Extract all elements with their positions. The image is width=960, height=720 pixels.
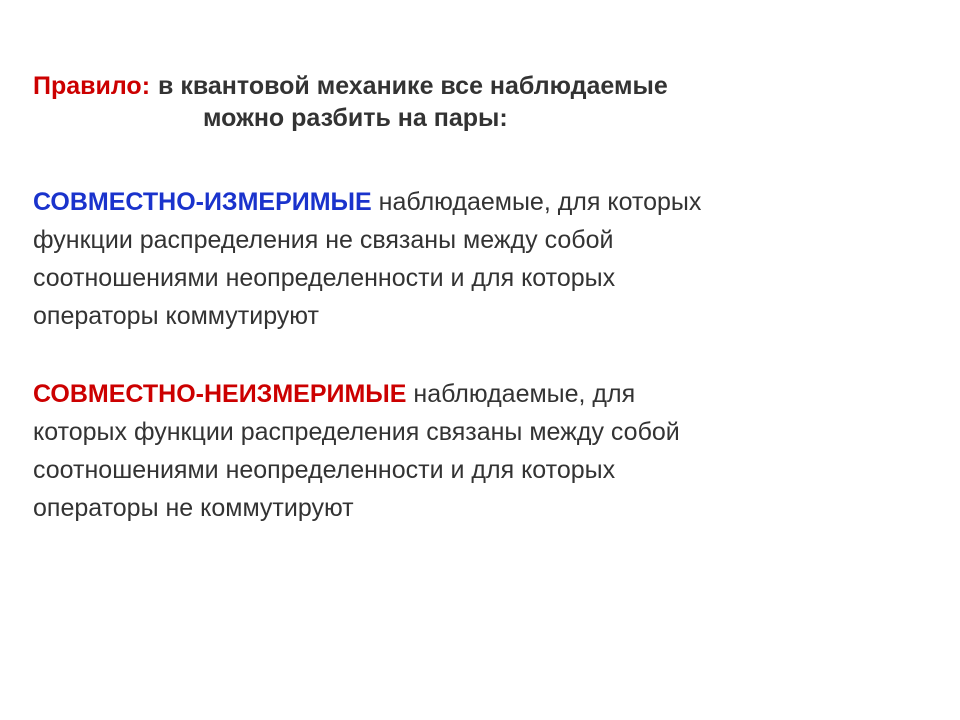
rule-statement <box>33 70 913 134</box>
rule-label: Правило: <box>33 72 151 100</box>
compatible-line-1-rest: наблюдаемые, для которых <box>371 188 702 216</box>
compatible-line-2: функции распределения не связаны между собой <box>33 226 614 254</box>
incompatible-line-1 <box>33 375 913 413</box>
incompatible-line-1-rest: наблюдаемые, для <box>406 380 636 408</box>
rule-text-line-2: можно разбить на пары: <box>203 104 508 132</box>
compatible-line-3: соотношениями неопределенности и для которых <box>33 264 616 292</box>
compatible-line-4: операторы коммутируют <box>33 302 319 330</box>
rule-text-line-1: в квантовой механике все наблюдаемые <box>158 72 668 100</box>
incompatible-line-3: соотношениями неопределенности и для которых <box>33 456 616 484</box>
compatible-term: СОВМЕСТНО-ИЗМЕРИМЫЕ <box>33 188 372 216</box>
incompatible-term: СОВМЕСТНО-НЕИЗМЕРИМЫЕ <box>33 380 407 408</box>
rule-line-1 <box>33 70 913 102</box>
compatible-line-1 <box>33 183 913 221</box>
incompatible-line-4: операторы не коммутируют <box>33 494 354 522</box>
incompatible-line-2: которых функции распределения связаны между собой <box>33 418 680 446</box>
incompatible-observables-paragraph <box>33 375 913 527</box>
compatible-observables-paragraph <box>33 183 913 335</box>
